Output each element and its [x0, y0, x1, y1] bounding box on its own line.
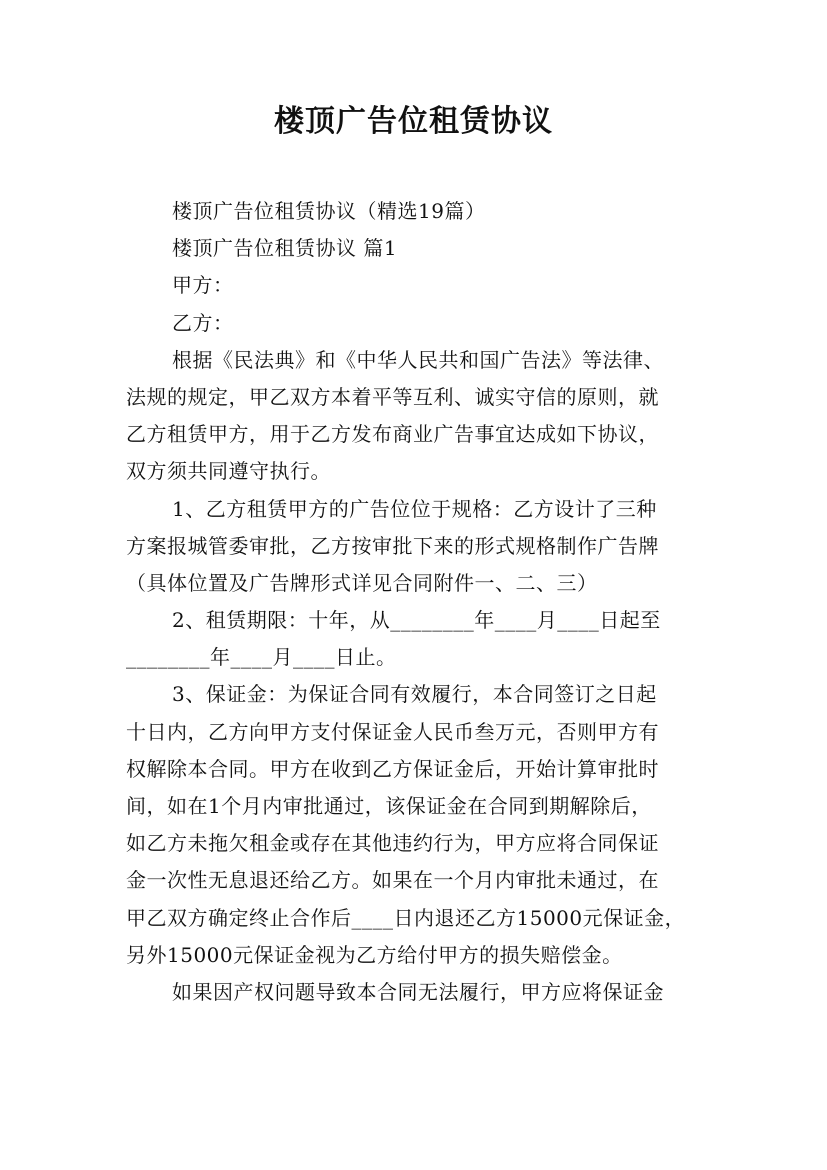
clause-1-line: 1、乙方租赁甲方的广告位位于规格：乙方设计了三种 — [172, 496, 657, 521]
paragraph-line: 如果因产权问题导致本合同无法履行，甲方应将保证金 — [172, 979, 664, 1004]
clause-2-line: ________年____月____日止。 — [126, 645, 397, 670]
document-title: 楼顶广告位租赁协议 — [274, 104, 553, 139]
clause-3-line: 权解除本合同。甲方在收到乙方保证金后，开始计算审批时 — [126, 756, 659, 781]
section-heading: 楼顶广告位租赁协议 篇1 — [172, 236, 398, 261]
paragraph-line: 双方须共同遵守执行。 — [126, 459, 331, 484]
clause-3-line: 间，如在1个月内审批通过，该保证金在合同到期解除后， — [126, 794, 652, 818]
party-b-label: 乙方： — [172, 310, 234, 335]
paragraph-line: 法规的规定，甲乙双方本着平等互利、诚实守信的原则，就 — [126, 384, 659, 409]
party-a-label: 甲方： — [172, 273, 234, 298]
clause-3-line: 金一次性无息退还给乙方。如果在一个月内审批未通过，在 — [126, 868, 659, 893]
clause-3-line: 十日内，乙方向甲方支付保证金人民币叁万元，否则甲方有 — [126, 719, 659, 744]
clause-2-line: 2、租赁期限：十年，从________年____月____日起至 — [172, 608, 661, 633]
clause-3-line: 另外15000元保证金视为乙方给付甲方的损失赔偿金。 — [126, 942, 623, 967]
clause-3-line: 3、保证金：为保证合同有效履行，本合同签订之日起 — [172, 682, 657, 707]
document-body — [126, 193, 716, 1011]
clause-1-line: （具体位置及广告牌形式详见合同附件一、二、三） — [126, 570, 598, 595]
subtitle-line: 楼顶广告位租赁协议（精选19篇） — [172, 199, 486, 223]
clause-3-line: 如乙方未拖欠租金或存在其他违约行为，甲方应将合同保证 — [126, 831, 659, 856]
paragraph-line: 根据《民法典》和《中华人民共和国广告法》等法律、 — [172, 347, 664, 372]
clause-3-line: 甲乙双方确定终止合作后____日内退还乙方15000元保证金， — [126, 905, 686, 930]
paragraph-line: 乙方租赁甲方，用于乙方发布商业广告事宜达成如下协议， — [126, 422, 659, 447]
clause-1-line: 方案报城管委审批，乙方按审批下来的形式规格制作广告牌 — [126, 533, 659, 558]
